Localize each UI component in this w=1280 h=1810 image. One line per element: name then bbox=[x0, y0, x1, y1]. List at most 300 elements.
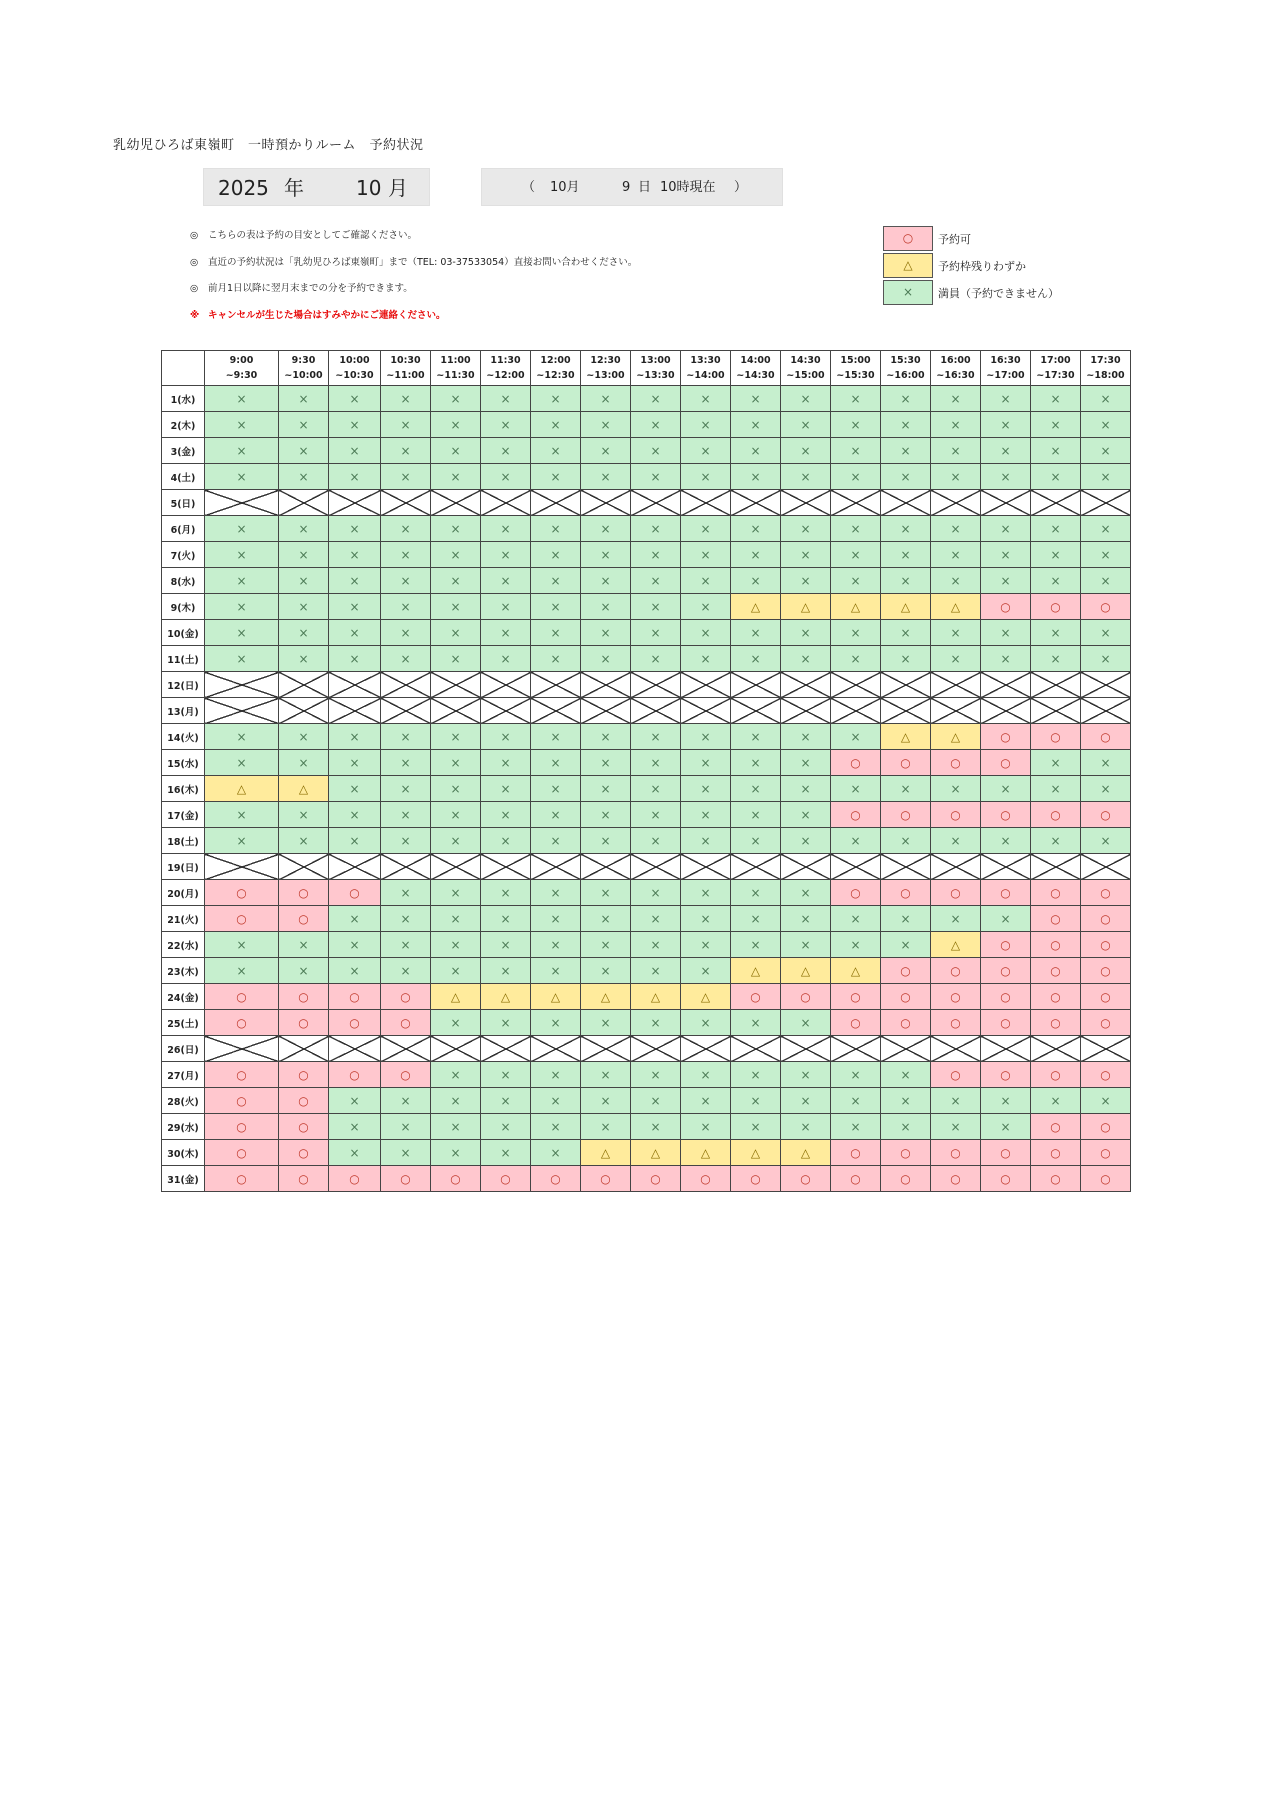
day-label: 2(木) bbox=[162, 412, 205, 438]
closed-cell bbox=[1031, 672, 1081, 698]
full-cell: × bbox=[781, 880, 831, 906]
full-cell: × bbox=[279, 542, 329, 568]
closed-cell bbox=[781, 490, 831, 516]
full-cell: × bbox=[931, 464, 981, 490]
full-cell: × bbox=[731, 1062, 781, 1088]
slot-end: ~10:00 bbox=[284, 370, 323, 381]
day-row bbox=[162, 490, 1131, 516]
day-row bbox=[162, 1088, 1131, 1114]
full-cell: × bbox=[205, 724, 279, 750]
full-cell: × bbox=[381, 906, 431, 932]
full-cell: × bbox=[681, 386, 731, 412]
closed-cell bbox=[981, 854, 1031, 880]
day-label: 28(火) bbox=[162, 1088, 205, 1114]
closed-cell bbox=[1081, 1036, 1131, 1062]
full-cell: × bbox=[631, 1062, 681, 1088]
full-cell: × bbox=[881, 464, 931, 490]
full-cell: × bbox=[531, 646, 581, 672]
full-cell: × bbox=[781, 1062, 831, 1088]
available-cell: ○ bbox=[279, 1114, 329, 1140]
full-cell: × bbox=[1081, 646, 1131, 672]
time-slot-header bbox=[431, 351, 481, 386]
full-cell: × bbox=[205, 802, 279, 828]
closed-cell bbox=[931, 672, 981, 698]
full-cell: × bbox=[1031, 620, 1081, 646]
full-cell: × bbox=[581, 568, 631, 594]
full-cell: × bbox=[881, 386, 931, 412]
full-cell: × bbox=[731, 932, 781, 958]
available-cell: ○ bbox=[781, 984, 831, 1010]
time-slot-header bbox=[531, 351, 581, 386]
full-cell: × bbox=[631, 880, 681, 906]
available-cell: ○ bbox=[329, 1010, 381, 1036]
available-cell: ○ bbox=[881, 1166, 931, 1192]
full-cell: × bbox=[881, 516, 931, 542]
closed-cell bbox=[831, 1036, 881, 1062]
full-cell: × bbox=[731, 516, 781, 542]
closed-cell bbox=[581, 490, 631, 516]
available-cell: ○ bbox=[931, 958, 981, 984]
full-cell: × bbox=[531, 724, 581, 750]
full-cell: × bbox=[531, 620, 581, 646]
full-cell: × bbox=[831, 386, 881, 412]
day-row bbox=[162, 438, 1131, 464]
slot-start: 14:30 bbox=[790, 355, 821, 366]
full-cell: × bbox=[1081, 568, 1131, 594]
available-cell: ○ bbox=[981, 724, 1031, 750]
time-slot-header bbox=[1031, 351, 1081, 386]
full-cell: × bbox=[581, 542, 631, 568]
full-cell: × bbox=[481, 906, 531, 932]
closed-cell bbox=[981, 698, 1031, 724]
slot-end: ~17:00 bbox=[986, 370, 1025, 381]
full-cell: × bbox=[481, 958, 531, 984]
full-cell: × bbox=[831, 1062, 881, 1088]
available-cell: ○ bbox=[279, 1062, 329, 1088]
available-cell: ○ bbox=[831, 750, 881, 776]
full-cell: × bbox=[731, 438, 781, 464]
note-mark: ◎ bbox=[190, 256, 199, 268]
time-slot-header bbox=[1081, 351, 1131, 386]
full-cell: × bbox=[931, 568, 981, 594]
full-cell: × bbox=[781, 1010, 831, 1036]
available-cell: ○ bbox=[881, 1010, 931, 1036]
slot-end: ~16:00 bbox=[886, 370, 925, 381]
day-row bbox=[162, 1166, 1131, 1192]
full-cell: × bbox=[381, 958, 431, 984]
as-of-day-unit: 日 bbox=[638, 180, 652, 195]
few-left-cell: △ bbox=[279, 776, 329, 802]
full-cell: × bbox=[831, 646, 881, 672]
slot-start: 11:00 bbox=[440, 355, 471, 366]
few-left-cell: △ bbox=[631, 1140, 681, 1166]
available-cell: ○ bbox=[1031, 1114, 1081, 1140]
closed-cell bbox=[381, 1036, 431, 1062]
closed-cell bbox=[481, 1036, 531, 1062]
full-cell: × bbox=[279, 438, 329, 464]
full-cell: × bbox=[931, 412, 981, 438]
available-cell: ○ bbox=[981, 1140, 1031, 1166]
full-cell: × bbox=[329, 594, 381, 620]
full-cell: × bbox=[329, 724, 381, 750]
closed-cell bbox=[329, 854, 381, 880]
full-cell: × bbox=[931, 620, 981, 646]
full-cell: × bbox=[431, 594, 481, 620]
closed-cell bbox=[731, 698, 781, 724]
full-cell: × bbox=[481, 802, 531, 828]
full-cell: × bbox=[831, 776, 881, 802]
full-cell: × bbox=[381, 568, 431, 594]
available-cell: ○ bbox=[681, 1166, 731, 1192]
full-cell: × bbox=[329, 828, 381, 854]
full-cell: × bbox=[431, 542, 481, 568]
closed-cell bbox=[831, 672, 881, 698]
available-cell: ○ bbox=[205, 1088, 279, 1114]
day-label: 14(火) bbox=[162, 724, 205, 750]
full-cell: × bbox=[329, 1088, 381, 1114]
slot-end: ~11:30 bbox=[436, 370, 475, 381]
closed-cell bbox=[205, 672, 279, 698]
closed-cell bbox=[781, 698, 831, 724]
full-cell: × bbox=[881, 568, 931, 594]
available-cell: ○ bbox=[981, 1010, 1031, 1036]
slot-start: 12:00 bbox=[540, 355, 571, 366]
full-cell: × bbox=[205, 568, 279, 594]
full-cell: × bbox=[531, 906, 581, 932]
full-cell: × bbox=[631, 802, 681, 828]
available-cell: ○ bbox=[205, 1166, 279, 1192]
full-cell: × bbox=[481, 1062, 531, 1088]
full-cell: × bbox=[981, 568, 1031, 594]
full-cell: × bbox=[981, 386, 1031, 412]
few-left-cell: △ bbox=[205, 776, 279, 802]
day-row bbox=[162, 1010, 1131, 1036]
slot-start: 11:30 bbox=[490, 355, 521, 366]
closed-cell bbox=[581, 1036, 631, 1062]
closed-cell bbox=[381, 698, 431, 724]
available-cell: ○ bbox=[931, 1140, 981, 1166]
closed-cell bbox=[1031, 490, 1081, 516]
closed-cell bbox=[531, 490, 581, 516]
notes bbox=[190, 228, 637, 334]
full-cell: × bbox=[329, 776, 381, 802]
full-cell: × bbox=[431, 724, 481, 750]
closed-cell bbox=[1031, 1036, 1081, 1062]
note-text: 直近の予約状況は「乳幼児ひろば東嶺町」まで（TEL: 03-37533054）直接お問い合わせください。 bbox=[208, 256, 638, 268]
page-title: 乳幼児ひろば東嶺町 一時預かりルーム 予約状況 bbox=[113, 138, 424, 153]
as-of-month: 10月 bbox=[550, 180, 580, 195]
available-cell: ○ bbox=[1081, 1062, 1131, 1088]
full-cell: × bbox=[931, 776, 981, 802]
full-cell: × bbox=[931, 646, 981, 672]
full-cell: × bbox=[431, 828, 481, 854]
full-cell: × bbox=[1031, 464, 1081, 490]
full-cell: × bbox=[881, 1114, 931, 1140]
full-cell: × bbox=[831, 724, 881, 750]
full-cell: × bbox=[531, 776, 581, 802]
full-cell: × bbox=[631, 750, 681, 776]
full-cell: × bbox=[881, 1062, 931, 1088]
closed-cell bbox=[279, 1036, 329, 1062]
day-row bbox=[162, 568, 1131, 594]
full-cell: × bbox=[205, 464, 279, 490]
as-of-time: 10時現在 bbox=[660, 180, 716, 195]
full-cell: × bbox=[731, 1114, 781, 1140]
closed-cell bbox=[931, 490, 981, 516]
full-cell: × bbox=[531, 750, 581, 776]
full-cell: × bbox=[881, 620, 931, 646]
closed-cell bbox=[1081, 490, 1131, 516]
full-cell: × bbox=[681, 516, 731, 542]
day-row bbox=[162, 932, 1131, 958]
full-cell: × bbox=[881, 1088, 931, 1114]
full-cell: × bbox=[1031, 750, 1081, 776]
few-left-cell: △ bbox=[931, 724, 981, 750]
available-cell: ○ bbox=[931, 880, 981, 906]
slot-end: ~14:00 bbox=[686, 370, 725, 381]
full-cell: × bbox=[431, 802, 481, 828]
full-cell: × bbox=[881, 542, 931, 568]
full-cell: × bbox=[531, 594, 581, 620]
day-label: 20(月) bbox=[162, 880, 205, 906]
legend-few-left bbox=[883, 252, 1059, 279]
full-cell: × bbox=[1081, 542, 1131, 568]
full-cell: × bbox=[731, 542, 781, 568]
full-cell: × bbox=[681, 542, 731, 568]
available-cell: ○ bbox=[881, 958, 931, 984]
full-cell: × bbox=[1031, 828, 1081, 854]
day-row bbox=[162, 1140, 1131, 1166]
full-cell: × bbox=[381, 776, 431, 802]
available-cell: ○ bbox=[981, 984, 1031, 1010]
time-slot-header bbox=[581, 351, 631, 386]
available-cell: ○ bbox=[1081, 880, 1131, 906]
day-label: 22(水) bbox=[162, 932, 205, 958]
full-cell: × bbox=[381, 724, 431, 750]
closed-cell bbox=[631, 490, 681, 516]
full-cell: × bbox=[831, 568, 881, 594]
day-label: 27(月) bbox=[162, 1062, 205, 1088]
full-cell: × bbox=[481, 386, 531, 412]
day-row bbox=[162, 620, 1131, 646]
closed-cell bbox=[981, 1036, 1031, 1062]
full-cell: × bbox=[781, 776, 831, 802]
day-label: 5(日) bbox=[162, 490, 205, 516]
available-cell: ○ bbox=[381, 1062, 431, 1088]
closed-cell bbox=[781, 854, 831, 880]
closed-cell bbox=[431, 1036, 481, 1062]
available-cell: ○ bbox=[1081, 1010, 1131, 1036]
full-cell: × bbox=[531, 802, 581, 828]
few-left-cell: △ bbox=[581, 1140, 631, 1166]
full-cell: × bbox=[731, 802, 781, 828]
available-cell: ○ bbox=[381, 984, 431, 1010]
full-cell: × bbox=[481, 776, 531, 802]
closed-cell bbox=[831, 854, 881, 880]
full-cell: × bbox=[581, 802, 631, 828]
day-row bbox=[162, 412, 1131, 438]
full-cell: × bbox=[581, 932, 631, 958]
closed-cell bbox=[481, 672, 531, 698]
full-cell: × bbox=[931, 906, 981, 932]
available-cell: ○ bbox=[1031, 802, 1081, 828]
full-cell: × bbox=[981, 542, 1031, 568]
full-cell: × bbox=[205, 386, 279, 412]
closed-cell bbox=[681, 1036, 731, 1062]
note-mark: ◎ bbox=[190, 230, 199, 241]
slot-start: 17:30 bbox=[1090, 355, 1121, 366]
full-cell: × bbox=[581, 464, 631, 490]
full-cell: × bbox=[481, 594, 531, 620]
full-cell: × bbox=[581, 386, 631, 412]
full-cell: × bbox=[781, 828, 831, 854]
full-cell: × bbox=[205, 646, 279, 672]
full-cell: × bbox=[431, 750, 481, 776]
available-cell: ○ bbox=[1081, 984, 1131, 1010]
note-mark: ◎ bbox=[190, 283, 199, 294]
slot-end: ~10:30 bbox=[335, 370, 374, 381]
full-cell: × bbox=[329, 802, 381, 828]
day-row bbox=[162, 802, 1131, 828]
full-cell: × bbox=[205, 958, 279, 984]
time-slot-header bbox=[631, 351, 681, 386]
available-cell: ○ bbox=[1081, 594, 1131, 620]
full-cell: × bbox=[981, 646, 1031, 672]
available-cell: ○ bbox=[1081, 724, 1131, 750]
available-cell: ○ bbox=[205, 1010, 279, 1036]
day-label: 4(土) bbox=[162, 464, 205, 490]
full-cell: × bbox=[581, 516, 631, 542]
available-cell: ○ bbox=[1031, 906, 1081, 932]
slot-start: 16:30 bbox=[990, 355, 1021, 366]
few-left-cell: △ bbox=[681, 984, 731, 1010]
note-cancel bbox=[190, 308, 637, 335]
full-cell: × bbox=[531, 1140, 581, 1166]
closed-cell bbox=[581, 698, 631, 724]
closed-cell bbox=[581, 854, 631, 880]
full-cell: × bbox=[731, 1010, 781, 1036]
full-cell: × bbox=[881, 438, 931, 464]
full-cell: × bbox=[531, 1088, 581, 1114]
available-cell: ○ bbox=[731, 984, 781, 1010]
closed-cell bbox=[881, 698, 931, 724]
full-cell: × bbox=[1031, 568, 1081, 594]
full-cell: × bbox=[431, 568, 481, 594]
few-left-cell: △ bbox=[681, 1140, 731, 1166]
day-row bbox=[162, 750, 1131, 776]
full-cell: × bbox=[279, 568, 329, 594]
slot-start: 12:30 bbox=[590, 355, 621, 366]
day-label: 9(木) bbox=[162, 594, 205, 620]
legend-swatch: △ bbox=[883, 253, 933, 278]
closed-cell bbox=[481, 854, 531, 880]
day-row bbox=[162, 516, 1131, 542]
full-cell: × bbox=[279, 750, 329, 776]
closed-cell bbox=[481, 490, 531, 516]
full-cell: × bbox=[481, 1140, 531, 1166]
full-cell: × bbox=[1081, 828, 1131, 854]
full-cell: × bbox=[831, 1114, 881, 1140]
full-cell: × bbox=[981, 1114, 1031, 1140]
full-cell: × bbox=[731, 750, 781, 776]
available-cell: ○ bbox=[881, 984, 931, 1010]
full-cell: × bbox=[481, 464, 531, 490]
full-cell: × bbox=[781, 412, 831, 438]
available-cell: ○ bbox=[205, 880, 279, 906]
slot-end: ~17:30 bbox=[1036, 370, 1075, 381]
full-cell: × bbox=[279, 958, 329, 984]
closed-cell bbox=[881, 1036, 931, 1062]
time-slot-header bbox=[981, 351, 1031, 386]
full-cell: × bbox=[931, 828, 981, 854]
day-row bbox=[162, 828, 1131, 854]
available-cell: ○ bbox=[205, 1062, 279, 1088]
corner-cell bbox=[162, 351, 205, 386]
full-cell: × bbox=[481, 1088, 531, 1114]
full-cell: × bbox=[581, 1114, 631, 1140]
few-left-cell: △ bbox=[431, 984, 481, 1010]
slot-end: ~14:30 bbox=[736, 370, 775, 381]
closed-cell bbox=[431, 698, 481, 724]
full-cell: × bbox=[831, 464, 881, 490]
full-cell: × bbox=[681, 438, 731, 464]
full-cell: × bbox=[279, 724, 329, 750]
time-slot-header bbox=[481, 351, 531, 386]
full-cell: × bbox=[631, 386, 681, 412]
few-left-cell: △ bbox=[931, 594, 981, 620]
closed-cell bbox=[931, 1036, 981, 1062]
full-cell: × bbox=[1081, 750, 1131, 776]
slot-end: ~15:00 bbox=[786, 370, 825, 381]
full-cell: × bbox=[831, 516, 881, 542]
full-cell: × bbox=[681, 1010, 731, 1036]
full-cell: × bbox=[431, 516, 481, 542]
full-cell: × bbox=[681, 802, 731, 828]
full-cell: × bbox=[431, 438, 481, 464]
few-left-cell: △ bbox=[731, 1140, 781, 1166]
full-cell: × bbox=[731, 464, 781, 490]
available-cell: ○ bbox=[1081, 958, 1131, 984]
available-cell: ○ bbox=[329, 1166, 381, 1192]
day-label: 11(土) bbox=[162, 646, 205, 672]
full-cell: × bbox=[631, 724, 681, 750]
closed-cell bbox=[631, 672, 681, 698]
available-cell: ○ bbox=[1031, 594, 1081, 620]
available-cell: ○ bbox=[931, 1166, 981, 1192]
full-cell: × bbox=[781, 438, 831, 464]
note-text: キャンセルが生じた場合はすみやかにご連絡ください。 bbox=[208, 309, 446, 321]
note-text: 前月1日以降に翌月末までの分を予約できます。 bbox=[208, 283, 413, 294]
full-cell: × bbox=[481, 438, 531, 464]
full-cell: × bbox=[631, 1088, 681, 1114]
full-cell: × bbox=[981, 1088, 1031, 1114]
full-cell: × bbox=[279, 620, 329, 646]
full-cell: × bbox=[631, 464, 681, 490]
available-cell: ○ bbox=[381, 1166, 431, 1192]
full-cell: × bbox=[781, 802, 831, 828]
available-cell: ○ bbox=[1081, 1166, 1131, 1192]
day-label: 24(金) bbox=[162, 984, 205, 1010]
full-cell: × bbox=[531, 1062, 581, 1088]
available-cell: ○ bbox=[831, 984, 881, 1010]
full-cell: × bbox=[531, 542, 581, 568]
available-cell: ○ bbox=[431, 1166, 481, 1192]
full-cell: × bbox=[581, 412, 631, 438]
full-cell: × bbox=[205, 828, 279, 854]
day-row bbox=[162, 386, 1131, 412]
full-cell: × bbox=[381, 1114, 431, 1140]
slot-start: 10:30 bbox=[390, 355, 421, 366]
